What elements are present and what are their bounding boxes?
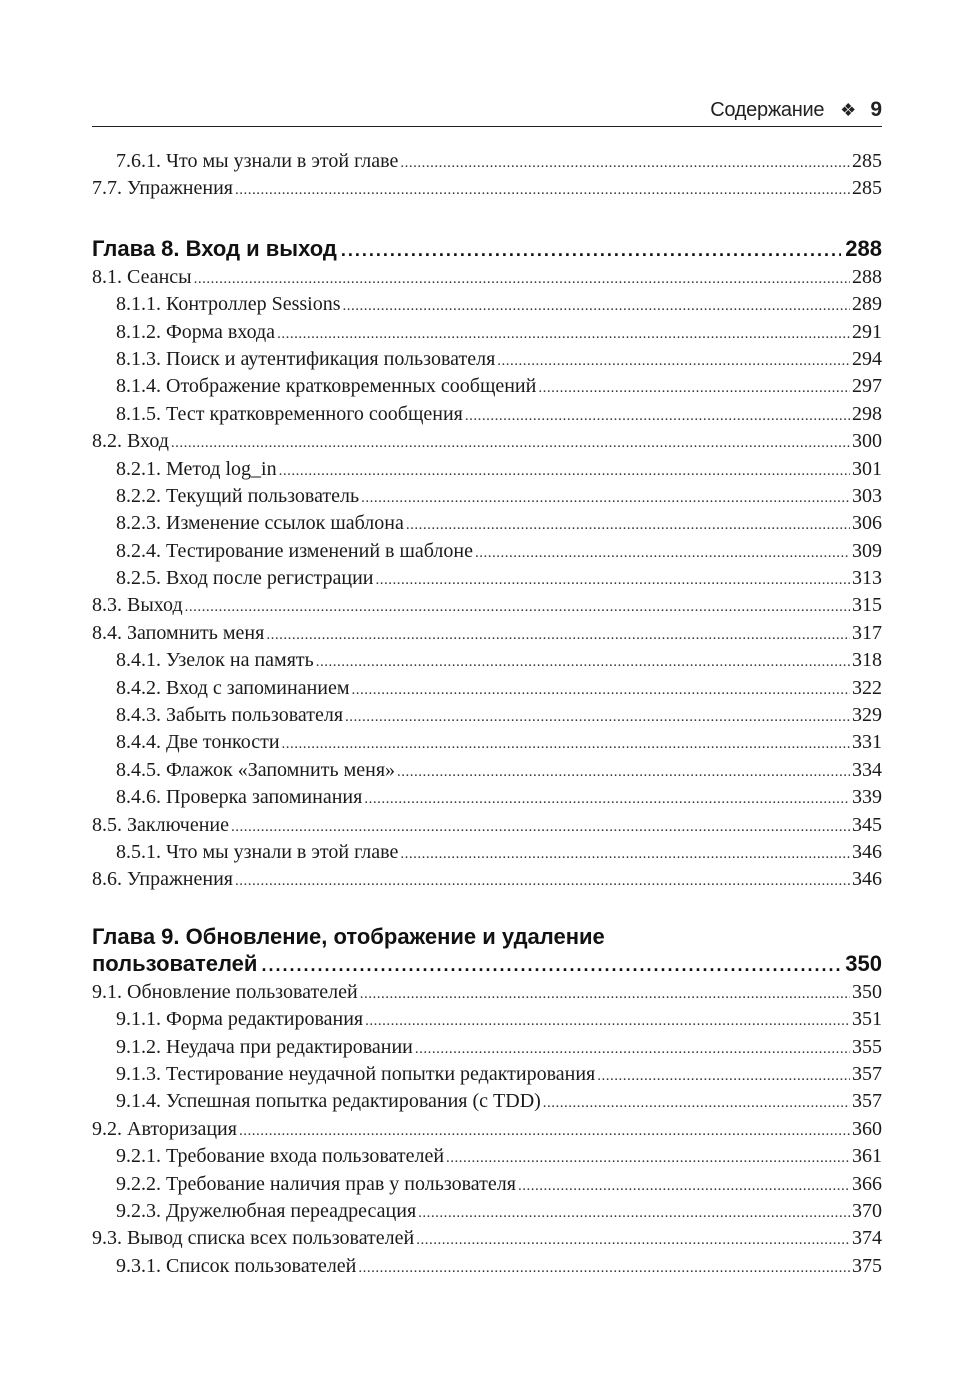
leader-dots — [538, 380, 850, 397]
entry-page: 360 — [852, 1117, 882, 1140]
leader-dots — [375, 572, 850, 589]
leader-dots — [266, 627, 850, 644]
toc-entry[interactable] — [92, 1090, 882, 1117]
entry-page: 322 — [852, 676, 882, 699]
entry-page: 345 — [852, 813, 882, 836]
leader-dots — [415, 1041, 850, 1058]
entry-page: 288 — [852, 265, 882, 288]
chapter-title-line1: Глава 9. Обновление, отображение и удаление — [92, 923, 605, 949]
entry-label: 8.1.1. Контроллер Sessions — [116, 293, 341, 316]
toc-entry[interactable] — [92, 594, 882, 621]
entry-label: 9.2.2. Требование наличия прав у пользователя — [116, 1172, 516, 1195]
entry-label: 9.3.1. Список пользователей — [116, 1254, 357, 1277]
entry-label: 8.3. Выход — [92, 594, 183, 617]
toc-entry[interactable] — [92, 868, 882, 895]
leader-dots — [277, 326, 850, 343]
leader-dots — [418, 1205, 850, 1222]
leader-dots — [518, 1178, 850, 1195]
leader-dots — [235, 873, 850, 890]
leader-dots — [171, 435, 850, 452]
toc-entry[interactable] — [92, 1036, 882, 1063]
leader-dots — [261, 955, 841, 976]
toc-entry[interactable] — [92, 814, 882, 841]
entry-page: 317 — [852, 621, 882, 644]
leader-dots — [360, 986, 850, 1003]
entry-page: 297 — [852, 375, 882, 398]
toc-entry[interactable] — [92, 731, 882, 758]
leader-dots — [400, 155, 850, 172]
entry-label: 8.2.5. Вход после регистрации — [116, 567, 374, 590]
toc-entry[interactable] — [92, 485, 882, 512]
toc-entry[interactable] — [92, 293, 882, 320]
entry-label: 8.2.2. Текущий пользователь — [116, 484, 360, 507]
chapter-page: 288 — [845, 235, 882, 261]
leader-dots — [341, 240, 841, 261]
toc-entry[interactable] — [92, 1173, 882, 1200]
leader-dots — [185, 599, 850, 616]
toc-entry[interactable] — [92, 375, 882, 402]
entry-page: 374 — [852, 1227, 882, 1250]
entry-page: 315 — [852, 594, 882, 617]
entry-label: 9.1.1. Форма редактирования — [116, 1008, 364, 1031]
entry-page: 285 — [852, 150, 882, 172]
entry-page: 303 — [852, 484, 882, 507]
toc-entry[interactable] — [92, 786, 882, 813]
leader-dots — [497, 353, 850, 370]
toc-entry[interactable] — [92, 1118, 882, 1145]
leader-dots — [316, 654, 850, 671]
entry-label: 8.1. Сеансы — [92, 265, 192, 288]
entry-label: 8.5.1. Что мы узнали в этой главе — [116, 840, 399, 863]
toc-entry[interactable] — [92, 177, 882, 204]
chapter-title-line2-row — [92, 951, 882, 981]
toc-entry[interactable] — [92, 1255, 882, 1282]
entry-label: 8.1.3. Поиск и аутентификация пользователя — [116, 347, 496, 370]
entry-page: 361 — [852, 1145, 882, 1168]
toc-entry[interactable] — [92, 321, 882, 348]
toc-entry[interactable] — [92, 677, 882, 704]
toc-entry[interactable] — [92, 981, 882, 1008]
entry-page: 285 — [852, 177, 882, 200]
entry-label: 9.1.4. Успешная попытка редактирования (с TDD) — [116, 1090, 541, 1113]
entry-page: 346 — [852, 840, 882, 863]
entry-label: 7.7. Упражнения — [92, 177, 233, 200]
leader-dots — [343, 298, 850, 315]
toc-entry[interactable] — [92, 1063, 882, 1090]
leader-dots — [239, 1123, 850, 1140]
entry-label: 8.2. Вход — [92, 430, 169, 453]
entry-label: 8.2.4. Тестирование изменений в шаблоне — [116, 539, 473, 562]
entry-page: 357 — [852, 1062, 882, 1085]
entry-page: 366 — [852, 1172, 882, 1195]
leader-dots — [597, 1068, 850, 1085]
chapter-title: Глава 8. Вход и выход — [92, 235, 337, 261]
entry-page: 309 — [852, 539, 882, 562]
leader-dots — [365, 1013, 850, 1030]
toc-entry[interactable] — [92, 403, 882, 430]
entry-label: 8.4.1. Узелок на память — [116, 649, 314, 672]
entry-page: 355 — [852, 1035, 882, 1058]
toc-entry[interactable] — [92, 348, 882, 375]
entry-page: 329 — [852, 704, 882, 727]
leader-dots — [465, 408, 850, 425]
leader-dots — [406, 517, 850, 534]
leader-dots — [282, 736, 850, 753]
leader-dots — [358, 1260, 850, 1277]
entry-page: 294 — [852, 347, 882, 370]
running-header — [92, 94, 882, 127]
entry-page: 351 — [852, 1008, 882, 1031]
entry-page: 313 — [852, 567, 882, 590]
entry-label: 9.1.2. Неудача при редактировании — [116, 1035, 413, 1058]
entry-label: 8.4.2. Вход с запоминанием — [116, 676, 350, 699]
entry-label: 8.5. Заключение — [92, 813, 229, 836]
leader-dots — [345, 709, 850, 726]
entry-page: 334 — [852, 758, 882, 781]
toc-entry[interactable] — [92, 458, 882, 485]
leader-dots — [361, 490, 850, 507]
entry-page: 357 — [852, 1090, 882, 1113]
chapter-9-heading[interactable] — [92, 923, 882, 981]
leader-dots — [397, 764, 850, 781]
toc-entry[interactable] — [92, 540, 882, 567]
toc-entry[interactable] — [92, 759, 882, 786]
leader-dots — [400, 846, 850, 863]
entry-label: 8.2.1. Метод log_in — [116, 457, 277, 480]
entry-label: 8.1.2. Форма входа — [116, 320, 276, 343]
entry-page: 350 — [852, 980, 882, 1003]
entry-label: 9.2.3. Дружелюбная переадресация — [116, 1199, 417, 1222]
entry-page: 298 — [852, 402, 882, 425]
toc-entry[interactable] — [92, 1008, 882, 1035]
toc-entry[interactable] — [92, 266, 882, 293]
leader-dots — [352, 682, 850, 699]
chapter-page: 350 — [845, 950, 882, 976]
ornament-icon: ❖ — [840, 99, 857, 120]
entry-page: 331 — [852, 731, 882, 754]
chapter-8-heading[interactable] — [92, 236, 882, 266]
entry-label: 8.1.5. Тест кратковременного сообщения — [116, 402, 463, 425]
entry-label: 8.1.4. Отображение кратковременных сообщений — [116, 375, 537, 398]
entry-label: 8.2.3. Изменение ссылок шаблона — [116, 512, 404, 535]
toc-entry[interactable] — [92, 1145, 882, 1172]
leader-dots — [475, 545, 850, 562]
entry-page: 339 — [852, 786, 882, 809]
toc-entry[interactable] — [92, 704, 882, 731]
entry-page: 318 — [852, 649, 882, 672]
toc-entry[interactable] — [92, 512, 882, 539]
entry-label: 8.4.5. Флажок «Запомнить меня» — [116, 758, 396, 781]
toc-entry[interactable] — [92, 430, 882, 457]
entry-label: 8.4.4. Две тонкости — [116, 731, 280, 754]
leader-dots — [279, 463, 850, 480]
toc-entry[interactable] — [92, 622, 882, 649]
entry-page: 301 — [852, 457, 882, 480]
toc-entry[interactable] — [92, 649, 882, 676]
leader-dots — [231, 819, 850, 836]
entry-page: 306 — [852, 512, 882, 535]
leader-dots — [364, 791, 850, 808]
entry-label: 9.1. Обновление пользователей — [92, 980, 358, 1003]
entry-label: 9.1.3. Тестирование неудачной попытки редактирования — [116, 1062, 596, 1085]
toc-entry[interactable] — [92, 150, 882, 177]
entry-page: 346 — [852, 868, 882, 891]
table-of-contents — [92, 150, 882, 1282]
entry-page: 375 — [852, 1254, 882, 1277]
entry-page: 289 — [852, 293, 882, 316]
leader-dots — [194, 271, 850, 288]
header-title: Содержание — [710, 98, 825, 121]
entry-label: 7.6.1. Что мы узнали в этой главе — [116, 150, 399, 172]
entry-label: 9.3. Вывод списка всех пользователей — [92, 1227, 415, 1250]
chapter-9-entries — [92, 981, 882, 1282]
toc-entry[interactable] — [92, 1227, 882, 1254]
toc-entry[interactable] — [92, 1200, 882, 1227]
entry-page: 370 — [852, 1199, 882, 1222]
leader-dots — [416, 1232, 850, 1249]
header-page-number: 9 — [870, 98, 882, 121]
entry-page: 300 — [852, 430, 882, 453]
chapter-title-line2: пользователей — [92, 950, 258, 976]
entry-label: 8.4. Запомнить меня — [92, 621, 265, 644]
entry-label: 8.6. Упражнения — [92, 868, 233, 891]
entry-label: 8.4.6. Проверка запоминания — [116, 786, 363, 809]
pre-entries — [92, 150, 882, 205]
toc-entry[interactable] — [92, 841, 882, 868]
leader-dots — [543, 1095, 850, 1112]
chapter-8-entries — [92, 266, 882, 896]
entry-page: 291 — [852, 320, 882, 343]
entry-label: 9.2.1. Требование входа пользователей — [116, 1145, 445, 1168]
entry-label: 8.4.3. Забыть пользователя — [116, 704, 344, 727]
toc-entry[interactable] — [92, 567, 882, 594]
leader-dots — [235, 182, 850, 199]
leader-dots — [446, 1150, 850, 1167]
entry-label: 9.2. Авторизация — [92, 1117, 237, 1140]
